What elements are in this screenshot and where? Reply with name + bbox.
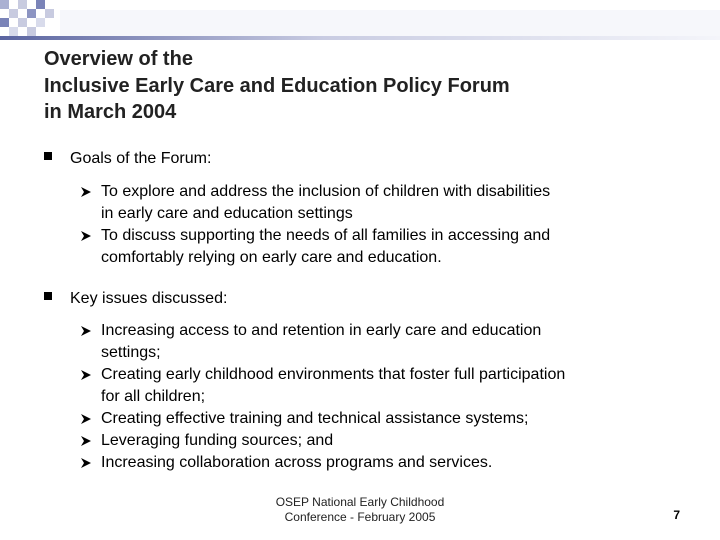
arrow-bullet-icon (80, 225, 96, 242)
list-item-line: settings; (101, 344, 161, 361)
arrow-bullet-icon (80, 320, 96, 337)
page-number: 7 (673, 508, 680, 522)
list-item (80, 181, 680, 225)
list-item-line: for all children; (101, 388, 206, 405)
square-bullet-icon (44, 152, 52, 160)
footer-line: Conference - February 2005 (284, 510, 436, 524)
title-line: Inclusive Early Care and Education Policy Forum (44, 74, 510, 97)
list-item-line: To explore and address the inclusion of children with disabilities (101, 183, 551, 200)
list-item-line: Creating early childhood environments that foster full participation (101, 366, 566, 383)
list-item-line: To discuss supporting the needs of all families in accessing and (101, 227, 551, 244)
square-bullet-icon (44, 292, 52, 300)
goals-list (80, 181, 680, 269)
checker-squares-decoration (0, 0, 54, 36)
section-heading: Goals of the Forum: (70, 150, 212, 167)
footer-line: OSEP National Early Childhood (275, 495, 445, 509)
footer (240, 495, 480, 525)
section-heading: Key issues discussed: (70, 290, 228, 307)
list-item (80, 225, 680, 269)
list-item-line: in early care and education settings (101, 205, 353, 222)
title-line: in March 2004 (44, 101, 177, 123)
list-item-line: comfortably relying on early care and education. (101, 249, 442, 266)
list-item-line: Creating effective training and technical assistance systems; (101, 410, 529, 427)
list-item-line: Increasing collaboration across programs and services. (101, 454, 493, 471)
key-issues-list (80, 320, 680, 474)
arrow-bullet-icon (80, 408, 96, 425)
slide-title (44, 46, 684, 126)
arrow-bullet-icon (80, 430, 96, 447)
list-item-line: Leveraging funding sources; and (101, 432, 334, 449)
list-item (80, 320, 680, 364)
list-item (80, 452, 680, 474)
list-item (80, 364, 680, 408)
list-item (80, 430, 680, 452)
list-item (80, 408, 680, 430)
arrow-bullet-icon (80, 181, 96, 198)
arrow-bullet-icon (80, 452, 96, 469)
title-line: Overview of the (44, 48, 193, 70)
list-item-line: Increasing access to and retention in early care and education (101, 322, 542, 339)
arrow-bullet-icon (80, 364, 96, 381)
header-decoration (0, 0, 720, 48)
